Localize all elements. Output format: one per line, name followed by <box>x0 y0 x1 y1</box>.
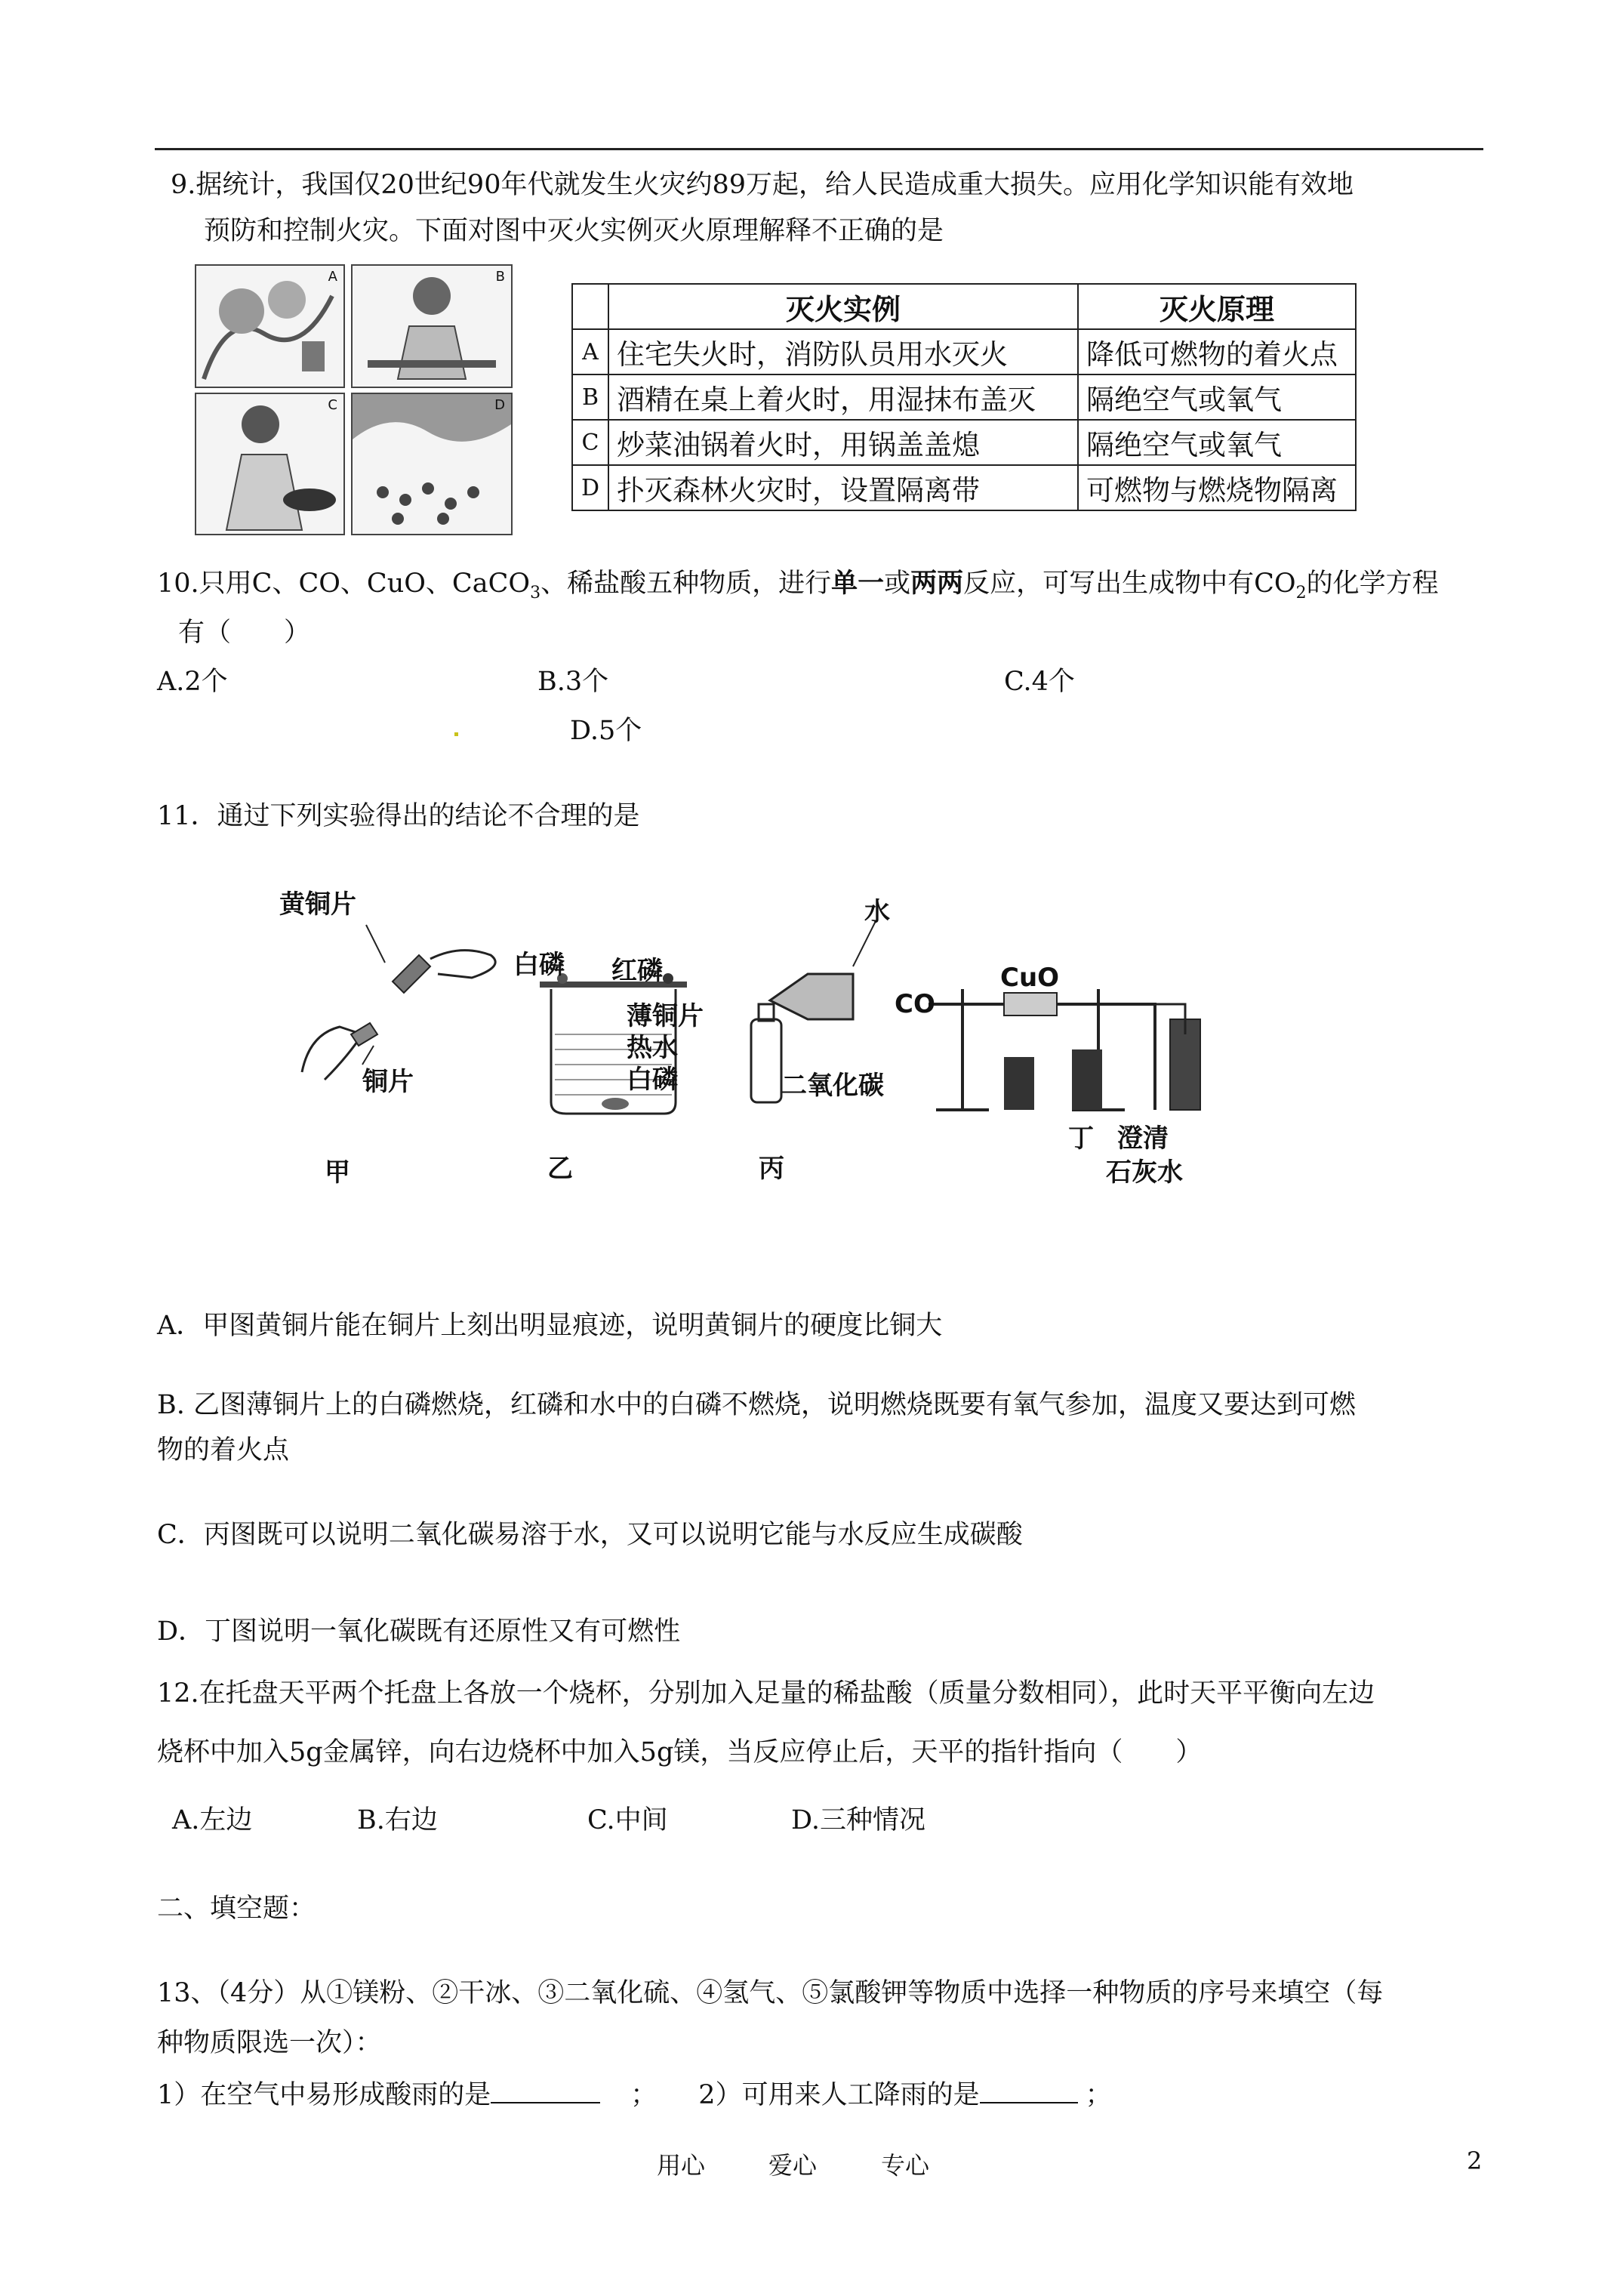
q9-picture-b-label: B <box>495 269 505 285</box>
label-co: CO <box>895 989 935 1019</box>
table-row <box>572 329 1356 374</box>
q13-blank-row <box>157 2076 1112 2113</box>
page-number: 2 <box>1467 2147 1483 2175</box>
stray-dot <box>454 732 458 736</box>
table-row <box>572 374 1356 420</box>
q11-option-b-line1: B. 乙图薄铜片上的白磷燃烧，红磷和水中的白磷不燃烧，说明燃烧既要有氧气参加，温度又要达到可燃 <box>157 1390 1356 1420</box>
q9-row-letter: C <box>572 420 608 465</box>
header-rule <box>155 148 1483 150</box>
table-row <box>572 420 1356 465</box>
q13-blank1-label: 1）在空气中易形成酸雨的是 <box>157 2080 491 2110</box>
q13-blank2-separator: ； <box>1085 2080 1112 2110</box>
footer-aixin: 爱心 <box>768 2151 818 2180</box>
q11-option-a: A．甲图黄铜片能在铜片上刻出明显痕迹，说明黄铜片的硬度比铜大 <box>157 1311 943 1341</box>
q9-row-principle: 隔绝空气或氧气 <box>1078 420 1356 465</box>
q12-line1: 12.在托盘天平两个托盘上各放一个烧杯，分别加入足量的稀盐酸（质量分数相同），此时天平平衡向左边 <box>157 1678 1375 1709</box>
q11-option-b-line2: 物的着火点 <box>157 1435 290 1465</box>
q9-row-example: 酒精在桌上着火时，用湿抹布盖灭 <box>608 374 1078 420</box>
q10-bold-single: 单一 <box>831 568 885 599</box>
q12-line2: 烧杯中加入5g金属锌，向右边烧杯中加入5g镁，当反应停止后，天平的指针指向（ ） <box>157 1737 1203 1767</box>
q9-line2: 预防和控制火灾。下面对图中灭火实例灭火原理解释不正确的是 <box>204 216 944 246</box>
q10-line2: 有（ ） <box>178 618 311 648</box>
q9-row-example: 住宅失火时，消防队员用水灭火 <box>608 329 1078 374</box>
q9-table-header-principle: 灭火原理 <box>1078 284 1356 329</box>
q9-picture-c <box>195 393 345 535</box>
q9-row-letter: B <box>572 374 608 420</box>
label-cuo: CuO <box>1000 963 1060 993</box>
q9-picture-c-label: C <box>328 397 337 413</box>
section-fill-in-title: 二、填空题： <box>157 1894 316 1924</box>
label-clear-limewater-2: 石灰水 <box>1106 1157 1183 1188</box>
label-yi: 乙 <box>547 1154 573 1184</box>
forest-firebreak-illustration <box>353 394 511 534</box>
q11-stem: 11．通过下列实验得出的结论不合理的是 <box>157 801 640 831</box>
q9-picture-d-label: D <box>494 397 505 413</box>
q13-blank1-input[interactable] <box>491 2076 600 2103</box>
q10-option-b: B.3个 <box>537 667 609 697</box>
q12-option-c: C.中间 <box>587 1805 668 1835</box>
experiment-apparatus-drawing <box>279 883 1223 1216</box>
q9-row-principle: 可燃物与燃烧物隔离 <box>1078 465 1356 510</box>
q13-blank2-label: 2）可用来人工降雨的是 <box>698 2080 980 2110</box>
q9-picture-a <box>195 264 345 388</box>
label-red-phosphorus: 红磷 <box>611 956 663 986</box>
q13-line2: 种物质限选一次）： <box>157 2028 382 2058</box>
q12-option-b: B.右边 <box>357 1805 438 1835</box>
q9-row-example: 炒菜油锅着火时，用锅盖盖熄 <box>608 420 1078 465</box>
label-water: 水 <box>864 897 890 927</box>
q9-row-letter: A <box>572 329 608 374</box>
firefighter-illustration <box>196 266 343 387</box>
q11-option-c: C．丙图既可以说明二氧化碳易溶于水，又可以说明它能与水反应生成碳酸 <box>157 1520 1023 1550</box>
label-copper-plate: 铜片 <box>362 1067 414 1097</box>
q10-text-post: 的化学方程 <box>1306 569 1439 599</box>
table-row <box>572 465 1356 510</box>
q9-row-principle: 降低可燃物的着火点 <box>1078 329 1356 374</box>
q9-fire-table <box>571 283 1357 511</box>
q11-experiment-diagram <box>279 883 1223 1216</box>
label-clear-limewater-1: 澄清 <box>1117 1123 1169 1154</box>
label-white-phosphorus-top: 白磷 <box>513 950 565 980</box>
q9-line1: 9.据统计，我国仅20世纪90年代就发生火灾约89万起，给人民造成重大损失。应用化学知识能有效地 <box>171 170 1354 200</box>
q12-option-a: A.左边 <box>172 1805 253 1835</box>
q9-table-header-row <box>572 284 1356 329</box>
q12-option-d: D.三种情况 <box>791 1805 925 1835</box>
label-jia: 甲 <box>325 1157 350 1188</box>
q9-picture-d <box>351 393 513 535</box>
label-thin-copper-plate: 薄铜片 <box>627 1001 704 1031</box>
q9-picture-a-label: A <box>328 269 337 285</box>
q9-row-principle: 隔绝空气或氧气 <box>1078 374 1356 420</box>
person-covering-pot-illustration <box>196 394 343 534</box>
footer-yongxin: 用心 <box>657 2151 706 2180</box>
label-white-phosphorus-bottom: 白磷 <box>627 1065 678 1095</box>
q13-blank1-separator: ； <box>630 2080 658 2110</box>
q9-row-letter: D <box>572 465 608 510</box>
label-brass-plate: 黄铜片 <box>279 889 356 920</box>
label-bing: 丙 <box>759 1154 784 1184</box>
q10-line1 <box>157 566 1439 611</box>
q10-option-a: A.2个 <box>157 667 228 697</box>
label-ding: 丁 <box>1068 1123 1094 1154</box>
q9-row-example: 扑灭森林火灾时，设置隔离带 <box>608 465 1078 510</box>
q13-blank2-input[interactable] <box>980 2076 1078 2103</box>
q10-text-mid2: 或 <box>884 569 911 599</box>
q9-table-header-example: 灭火实例 <box>608 284 1078 329</box>
q9-table-header-blank <box>572 284 608 329</box>
q9-picture-b <box>351 264 513 388</box>
person-wiping-table-illustration <box>353 266 511 387</box>
q10-option-c: C.4个 <box>1004 667 1075 697</box>
footer-zhuanxin: 专心 <box>881 2151 930 2180</box>
label-hot-water: 热水 <box>627 1033 678 1063</box>
label-carbon-dioxide: 二氧化碳 <box>781 1071 884 1101</box>
q10-subscript-3: 3 <box>530 584 541 603</box>
q10-subscript-2: 2 <box>1295 584 1307 603</box>
q10-bold-pairwise: 两两 <box>910 568 964 599</box>
q11-option-d: D．丁图说明一氧化碳既有还原性又有可燃性 <box>157 1616 681 1647</box>
q10-option-d: D.5个 <box>570 716 642 746</box>
q10-text-pre: 10.只用C、CO、CuO、CaCO <box>157 569 531 599</box>
q10-text-mid1: 、稀盐酸五种物质，进行 <box>540 569 832 599</box>
q13-line1: 13、（4分）从①镁粉、②干冰、③二氧化硫、④氢气、⑤氯酸钾等物质中选择一种物质的序号来填空（每 <box>157 1978 1384 2008</box>
q10-text-mid3: 反应，可写出生成物中有CO <box>963 569 1296 599</box>
